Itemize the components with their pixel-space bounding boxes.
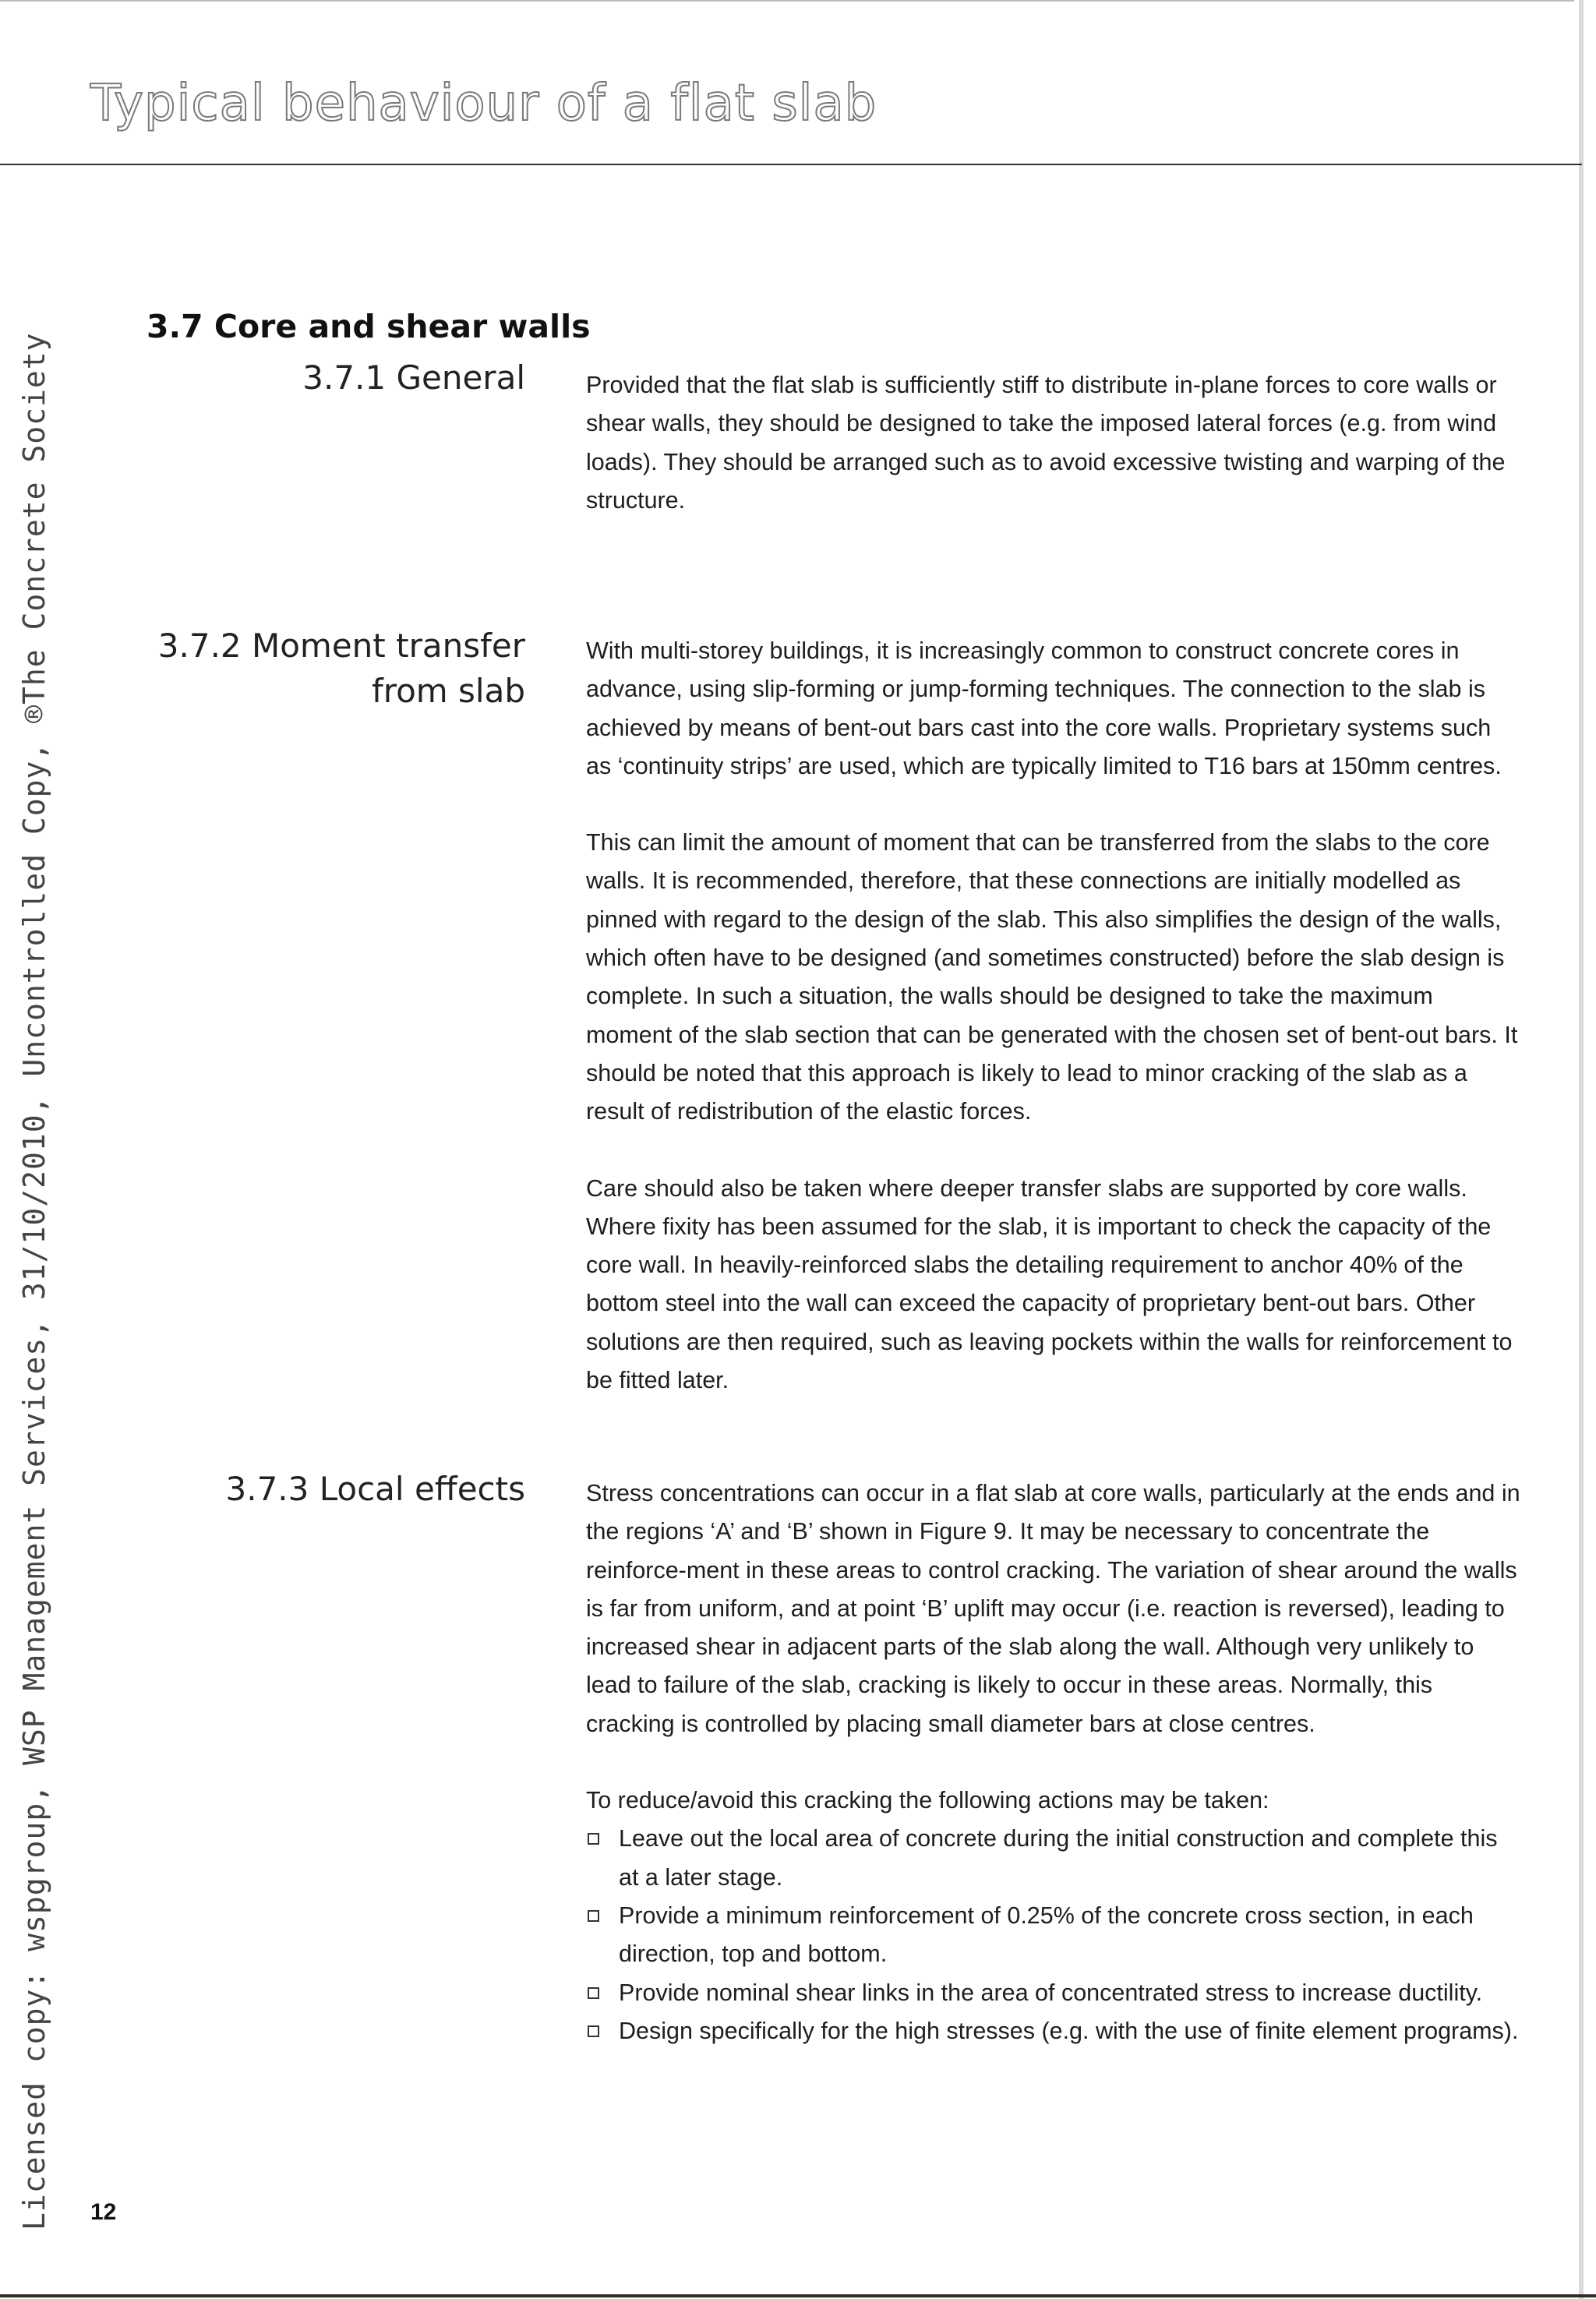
square-bullet-icon xyxy=(588,2025,599,2037)
paragraph: To reduce/avoid this cracking the following actions may be taken: xyxy=(586,1787,1269,1814)
page-number: 12 xyxy=(90,2199,117,2225)
subsection-heading-moment-transfer: 3.7.2 Moment transfer from slab xyxy=(157,627,525,710)
paragraph: With multi-storey buildings, it is increasingly common to construct concrete cores in advance, using slip-forming or jump-forming techniques. The connection to the slab is achieved by means of bent-out bars cast into the core walls. Proprietary systems such as ‘continuity strips’ are used, which are typically limited to T16 bars at 150mm centres. xyxy=(586,637,1502,779)
running-header-title: Typical behaviour of a flat slab xyxy=(90,75,877,132)
list-item xyxy=(586,1897,1521,1974)
page-edge-right xyxy=(1579,0,1584,2299)
subsection-heading-local-effects: 3.7.3 Local effects xyxy=(225,1470,525,1508)
subsection-body-general xyxy=(586,366,1521,520)
license-watermark: Licensed copy: wspgroup, WSP Management Services, 31/10/2010, Uncontrolled Copy, ®The Concrete Society xyxy=(17,332,51,2230)
square-bullet-icon xyxy=(588,1833,599,1845)
list-item-text: Design specifically for the high stresses (e.g. with the use of finite element programs). xyxy=(619,2017,1519,2044)
page-edge-bottom xyxy=(0,2294,1596,2297)
list-item xyxy=(586,1974,1521,2012)
list-item-text: Provide nominal shear links in the area of concentrated stress to increase ductility. xyxy=(619,1979,1483,2006)
subsection-heading-general: 3.7.1 General xyxy=(302,358,525,397)
square-bullet-icon xyxy=(588,1910,599,1922)
paragraph: Provided that the flat slab is sufficiently stiff to distribute in-plane forces to core walls or shear walls, they should be designed to take the imposed lateral forces (e.g. from wind loads). They should be arranged such as to avoid excessive twisting and warping of the structure. xyxy=(586,372,1506,514)
paragraph: This can limit the amount of moment that can be transferred from the slabs to the core walls. It is recommended, therefore, that these connections are initially modelled as pinned with regard to the design of the slab. This also simplifies the design of the walls, which often have to be designed (and sometimes constructed) before the slab design is complete. In such a situation, the walls should be designed to take the maximum moment of the slab section that can be generated with the chosen set of bent-out bars. It should be noted that this approach is likely to lead to minor cracking of the slab as a result of redistribution of the elastic forces. xyxy=(586,829,1518,1125)
paragraph: Care should also be taken where deeper transfer slabs are supported by core walls. Where fixity has been assumed for the slab, it is important to check the capacity of the core wall. In heavily-reinforced slabs the detailing requirement to anchor 40% of the bottom steel into the wall can exceed the capacity of proprietary bent-out bars. Other solutions are then required, such as leaving pockets within the walls for reinforcement to be fitted later. xyxy=(586,1174,1513,1394)
list-item xyxy=(586,1820,1521,1897)
list-item-text: Provide a minimum reinforcement of 0.25% of the concrete cross section, in each direction, top and bottom. xyxy=(619,1902,1474,1968)
bullet-list xyxy=(586,1820,1521,2050)
list-item xyxy=(586,2012,1521,2050)
subsection-body-local-effects xyxy=(586,1474,1521,2050)
subsection-body-moment-transfer xyxy=(586,632,1521,1400)
paragraph: Stress concentrations can occur in a flat slab at core walls, particularly at the ends and in the regions ‘A’ and ‘B’ shown in Figure 9. It may be necessary to concentrate the reinforce-ment in these areas to control cracking. The variation of shear around the walls is far from uniform, and at point ‘B’ uplift may occur (i.e. reaction is reversed), leading to increased shear in adjacent parts of the slab along the wall. Although very unlikely to lead to failure of the slab, cracking is likely to occur in these areas. Normally, this cracking is controlled by placing small diameter bars at close centres. xyxy=(586,1480,1520,1737)
header-rule xyxy=(0,164,1582,165)
list-item-text: Leave out the local area of concrete during the initial construction and complete this at a later stage. xyxy=(619,1825,1498,1891)
section-title: 3.7 Core and shear walls xyxy=(147,308,591,345)
page-edge-top xyxy=(0,0,1574,2)
square-bullet-icon xyxy=(588,1987,599,1999)
